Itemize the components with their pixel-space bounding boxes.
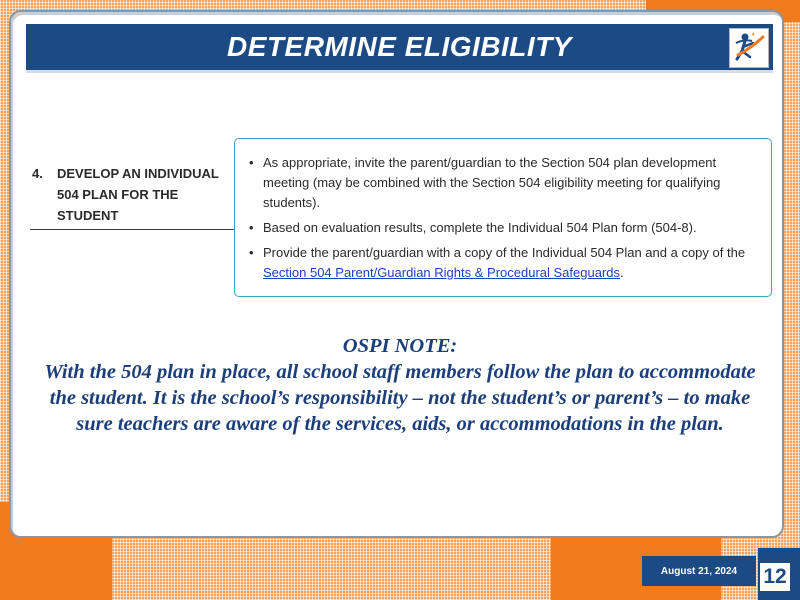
bullet-text: Provide the parent/guardian with a copy of the Individual 504 Plan and a copy of the (263, 245, 746, 260)
bullet-text: Based on evaluation results, complete the Individual 504 Plan form (504-8). (263, 220, 697, 235)
note-heading: OSPI NOTE: (342, 335, 458, 357)
bullet-list (249, 153, 753, 283)
slide-title: DETERMINE ELIGIBILITY (227, 31, 572, 62)
ospi-figure-logo-icon (729, 28, 769, 68)
step-number: 4. (32, 166, 43, 181)
note-body: With the 504 plan in place, all school staff members follow the plan to accommodate the student. It is the school’s responsibility – not the student’s or parent’s – to make sure teachers are aware of the services, aids, or accommodations in the plan. (44, 361, 756, 435)
procedural-safeguards-link[interactable]: Section 504 Parent/Guardian Rights & Procedural Safeguards (263, 265, 620, 280)
divider (30, 229, 234, 230)
bullet-text: . (620, 265, 624, 280)
list-item (249, 218, 753, 238)
step-details-box (234, 138, 772, 297)
ospi-note (40, 333, 760, 437)
footer-date: August 21, 2024 (642, 556, 756, 586)
page-number: 12 (760, 563, 790, 591)
list-item (249, 153, 753, 213)
step-heading: DEVELOP AN INDIVIDUAL 504 PLAN FOR THE STUDENT (57, 166, 219, 223)
list-item (249, 243, 753, 283)
bullet-text: As appropriate, invite the parent/guardian to the Section 504 plan development meeting (may be combined with the Section 504 eligibility meeting for qualifying students). (263, 155, 721, 210)
title-bar (26, 24, 773, 73)
